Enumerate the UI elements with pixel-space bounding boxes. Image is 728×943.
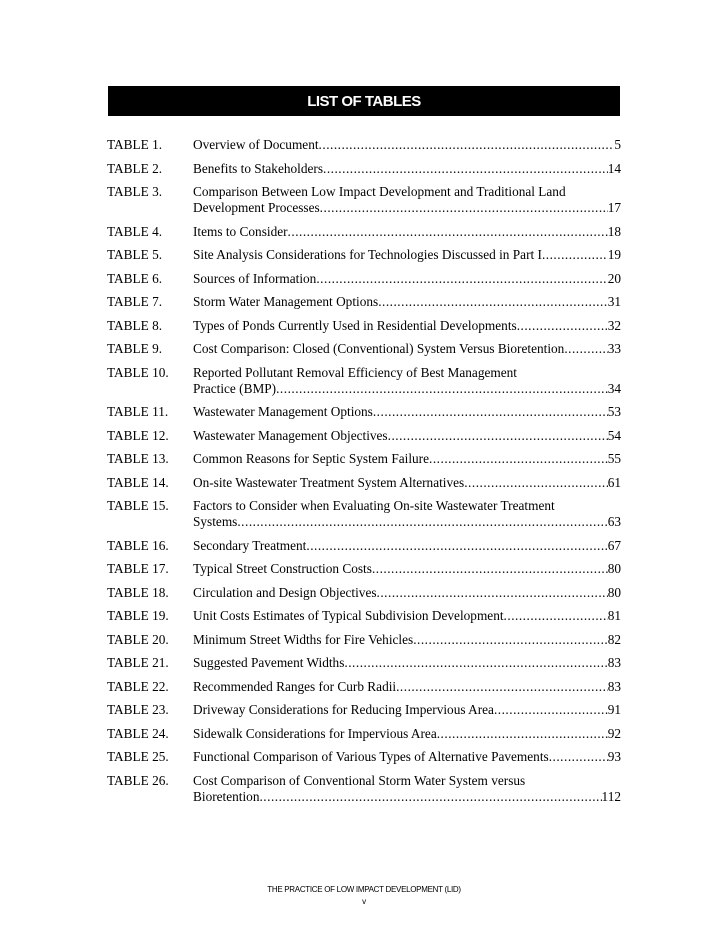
- dot-leader: [259, 789, 601, 805]
- table-number: TABLE 20.: [107, 631, 169, 647]
- toc-entry: [107, 365, 621, 397]
- toc-entry-body: [193, 585, 621, 601]
- page-number: 5: [614, 137, 621, 152]
- toc-entry: [107, 702, 621, 718]
- toc-entry: [107, 247, 621, 263]
- table-number: TABLE 6.: [107, 270, 163, 286]
- table-number: TABLE 7.: [107, 294, 163, 309]
- table-number: TABLE 2.: [107, 160, 163, 176]
- page-number: 53: [607, 404, 621, 419]
- table-number: TABLE 24.: [107, 725, 169, 741]
- table-title: Types of Ponds Currently Used in Residential Developments: [193, 317, 517, 333]
- dot-leader: [288, 224, 608, 240]
- toc-entry-line: [193, 726, 621, 742]
- toc-entry: [107, 224, 621, 240]
- toc-entry: [107, 341, 621, 357]
- dot-leader: [504, 608, 608, 624]
- table-title: Secondary Treatment: [193, 537, 307, 553]
- toc-entry: [107, 538, 621, 554]
- dot-leader: [464, 475, 607, 491]
- dot-leader: [319, 137, 615, 153]
- table-title: Circulation and Design Objectives: [193, 584, 377, 600]
- table-number: TABLE 19.: [107, 608, 169, 623]
- table-title: Sources of Information: [193, 270, 317, 286]
- toc-entry-line: [193, 585, 621, 601]
- toc-entry: [107, 632, 621, 648]
- dot-leader: [396, 679, 608, 695]
- toc-entry-body: [193, 428, 621, 444]
- page-number: 20: [607, 270, 621, 286]
- table-number: TABLE 25.: [107, 749, 169, 764]
- page-number: 82: [607, 631, 621, 647]
- toc-entry-body: [193, 247, 621, 263]
- dot-leader: [564, 341, 607, 357]
- page-number: 31: [607, 294, 621, 309]
- toc-entry-body: [193, 404, 621, 420]
- toc-entry-body: [193, 702, 621, 718]
- toc-entry: [107, 749, 621, 765]
- table-title: Recommended Ranges for Curb Radii: [193, 678, 397, 694]
- table-number: TABLE 22.: [107, 678, 169, 694]
- toc-entry-line: [193, 773, 621, 789]
- toc-entry-body: [193, 184, 621, 216]
- page-number: 19: [607, 247, 621, 262]
- toc-entry: [107, 294, 621, 310]
- page-number: 54: [607, 427, 621, 443]
- table-title: Practice (BMP): [193, 380, 277, 396]
- table-number: TABLE 26.: [107, 772, 169, 788]
- table-number: TABLE 1.: [107, 137, 163, 152]
- table-number: TABLE 18.: [107, 584, 169, 600]
- page-number: 67: [607, 537, 621, 553]
- toc-entry: [107, 726, 621, 742]
- table-title: Items to Consider: [193, 223, 288, 239]
- page-number: 80: [607, 561, 621, 576]
- table-title: On-site Wastewater Treatment System Alternatives: [193, 474, 465, 490]
- table-number: TABLE 16.: [107, 537, 169, 553]
- toc-entry: [107, 318, 621, 334]
- toc-entry-body: [193, 538, 621, 554]
- page-number: 18: [607, 223, 621, 239]
- page-number: 112: [601, 788, 621, 804]
- dot-leader: [549, 749, 608, 765]
- page-number: 93: [607, 749, 621, 764]
- table-number: TABLE 8.: [107, 317, 163, 333]
- footer-page-number: v: [362, 897, 366, 906]
- table-title: Comparison Between Low Impact Development and Traditional Land: [193, 184, 566, 199]
- dot-leader: [320, 200, 608, 216]
- toc-entry-body: [193, 318, 621, 334]
- toc-entry: [107, 475, 621, 491]
- toc-entry: [107, 585, 621, 601]
- table-title: Storm Water Management Options: [193, 294, 379, 309]
- dot-leader: [276, 381, 608, 397]
- page-number: 55: [607, 451, 621, 466]
- table-title: Wastewater Management Objectives: [193, 427, 388, 443]
- heading-text: LIST OF TABLES: [307, 92, 421, 110]
- table-title: Overview of Document: [193, 137, 319, 152]
- toc-entry-body: [193, 632, 621, 648]
- table-number: TABLE 11.: [107, 404, 169, 419]
- toc-entry-line: [193, 475, 621, 491]
- dot-leader: [378, 294, 608, 310]
- table-number: TABLE 10.: [107, 364, 169, 380]
- page-number: 34: [607, 380, 621, 396]
- toc-entry-body: [193, 365, 621, 397]
- table-title: Cost Comparison of Conventional Storm Water System versus: [193, 772, 526, 788]
- dot-leader: [377, 585, 608, 601]
- table-of-contents-list: [107, 137, 621, 812]
- dot-leader: [494, 702, 608, 718]
- page-number: 83: [607, 655, 621, 670]
- toc-entry: [107, 773, 621, 805]
- table-number: TABLE 21.: [107, 655, 169, 670]
- table-number: TABLE 5.: [107, 247, 163, 262]
- toc-entry-line: [193, 702, 621, 718]
- table-number: TABLE 9.: [107, 341, 163, 356]
- toc-entry-line: [193, 365, 621, 381]
- toc-entry-line: [193, 341, 621, 357]
- table-title: Wastewater Management Options: [193, 404, 373, 419]
- toc-entry-body: [193, 224, 621, 240]
- toc-entry-body: [193, 773, 621, 805]
- table-title: Unit Costs Estimates of Typical Subdivision Development: [193, 608, 504, 623]
- toc-entry-line: [193, 428, 621, 444]
- toc-entry-line: [193, 538, 621, 554]
- toc-entry: [107, 655, 621, 671]
- toc-entry-line: [193, 451, 621, 467]
- dot-leader: [373, 404, 608, 420]
- page-number: 61: [607, 474, 621, 490]
- page-number: 92: [607, 725, 621, 741]
- table-title: Driveway Considerations for Reducing Impervious Area: [193, 702, 494, 717]
- toc-entry-line: [193, 318, 621, 334]
- table-title: Bioretention: [193, 788, 260, 804]
- dot-leader: [437, 726, 608, 742]
- toc-entry-body: [193, 749, 621, 765]
- toc-entry: [107, 679, 621, 695]
- toc-entry: [107, 561, 621, 577]
- table-number: TABLE 13.: [107, 451, 169, 466]
- dot-leader: [372, 561, 608, 577]
- toc-entry-line: [193, 749, 621, 765]
- toc-entry-line: [193, 224, 621, 240]
- page-number: 17: [607, 200, 621, 215]
- dot-leader: [344, 655, 607, 671]
- toc-entry-line: [193, 381, 621, 397]
- table-number: TABLE 15.: [107, 498, 169, 513]
- toc-entry: [107, 498, 621, 530]
- table-title: Factors to Consider when Evaluating On-site Wastewater Treatment: [193, 498, 555, 513]
- table-number: TABLE 3.: [107, 184, 163, 199]
- table-title: Common Reasons for Septic System Failure: [193, 451, 430, 466]
- toc-entry-body: [193, 475, 621, 491]
- toc-entry-line: [193, 294, 621, 310]
- table-title: Sidewalk Considerations for Impervious Area: [193, 725, 437, 741]
- toc-entry-line: [193, 404, 621, 420]
- page-number: 91: [607, 702, 621, 717]
- toc-entry: [107, 184, 621, 216]
- page-number: 81: [607, 608, 621, 623]
- table-title: Typical Street Construction Costs: [193, 561, 372, 576]
- toc-entry-body: [193, 655, 621, 671]
- toc-entry-line: [193, 632, 621, 648]
- toc-entry-line: [193, 655, 621, 671]
- dot-leader: [517, 318, 608, 334]
- toc-entry-body: [193, 137, 621, 153]
- toc-entry-line: [193, 161, 621, 177]
- table-title: Suggested Pavement Widths: [193, 655, 345, 670]
- toc-entry-line: [193, 679, 621, 695]
- dot-leader: [413, 632, 608, 648]
- toc-entry-body: [193, 679, 621, 695]
- table-number: TABLE 4.: [107, 223, 163, 239]
- dot-leader: [388, 428, 608, 444]
- table-number: TABLE 12.: [107, 427, 169, 443]
- toc-entry: [107, 404, 621, 420]
- toc-entry-line: [193, 247, 621, 263]
- table-title: Functional Comparison of Various Types of Alternative Pavements: [193, 749, 549, 764]
- toc-entry-line: [193, 561, 621, 577]
- toc-entry-body: [193, 726, 621, 742]
- toc-entry-line: [193, 789, 621, 805]
- dot-leader: [542, 247, 608, 263]
- toc-entry: [107, 271, 621, 287]
- table-title: Minimum Street Widths for Fire Vehicles: [193, 631, 414, 647]
- toc-entry-body: [193, 451, 621, 467]
- list-of-tables-heading: [108, 86, 620, 116]
- dot-leader: [316, 271, 607, 287]
- toc-entry-body: [193, 561, 621, 577]
- toc-entry-line: [193, 514, 621, 530]
- toc-entry: [107, 428, 621, 444]
- table-number: TABLE 14.: [107, 474, 169, 490]
- page-number: 83: [607, 678, 621, 694]
- table-title: Cost Comparison: Closed (Conventional) System Versus Bioretention: [193, 341, 565, 356]
- toc-entry-body: [193, 161, 621, 177]
- toc-entry-line: [193, 608, 621, 624]
- table-title: Reported Pollutant Removal Efficiency of Best Management: [193, 364, 517, 380]
- toc-entry: [107, 608, 621, 624]
- toc-entry-body: [193, 294, 621, 310]
- dot-leader: [237, 514, 607, 530]
- table-title: Systems: [193, 514, 238, 529]
- toc-entry-line: [193, 184, 621, 200]
- toc-entry: [107, 161, 621, 177]
- dot-leader: [306, 538, 607, 554]
- toc-entry-line: [193, 200, 621, 216]
- page-number: 32: [607, 317, 621, 333]
- toc-entry-body: [193, 341, 621, 357]
- dot-leader: [323, 161, 608, 177]
- table-title: Development Processes: [193, 200, 320, 215]
- page-number: 80: [607, 584, 621, 600]
- toc-entry-line: [193, 498, 621, 514]
- table-number: TABLE 17.: [107, 561, 169, 576]
- toc-entry-body: [193, 498, 621, 530]
- table-number: TABLE 23.: [107, 702, 169, 717]
- footer-document-title: THE PRACTICE OF LOW IMPACT DEVELOPMENT (LID): [267, 885, 461, 894]
- toc-entry-body: [193, 271, 621, 287]
- page-number: 33: [607, 341, 621, 356]
- toc-entry-body: [193, 608, 621, 624]
- page-number: 63: [607, 514, 621, 529]
- toc-entry: [107, 451, 621, 467]
- table-title: Benefits to Stakeholders: [193, 160, 323, 176]
- toc-entry-line: [193, 271, 621, 287]
- toc-entry-line: [193, 137, 621, 153]
- toc-entry: [107, 137, 621, 153]
- page-number: 14: [607, 160, 621, 176]
- dot-leader: [429, 451, 608, 467]
- table-title: Site Analysis Considerations for Technologies Discussed in Part I: [193, 247, 542, 262]
